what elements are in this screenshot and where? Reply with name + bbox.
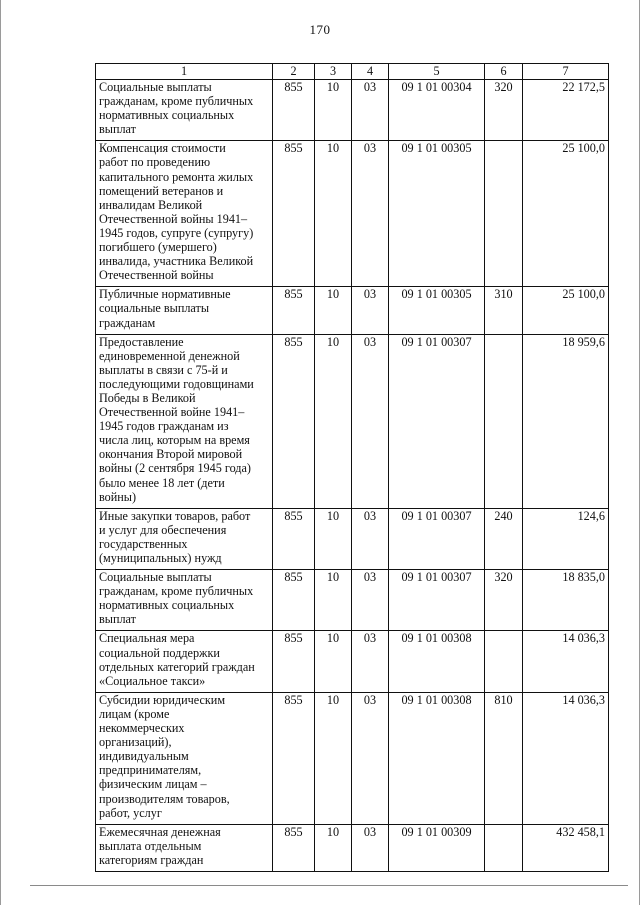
cell-subsection: 03: [352, 824, 389, 871]
table-body: [96, 80, 609, 872]
cell-section: 10: [315, 570, 352, 631]
header-col-4: 4: [352, 64, 389, 80]
cell-name-line: помещений ветеранов и: [99, 183, 224, 198]
cell-section: 10: [315, 692, 352, 824]
table-row: [96, 631, 609, 692]
cell-amount: 18 835,0: [523, 570, 609, 631]
table-row: [96, 334, 609, 508]
cell-name-line: войны): [99, 489, 137, 504]
cell-name-line: Победы в Великой: [99, 390, 196, 405]
cell-subsection: 03: [352, 631, 389, 692]
cell-amount: 124,6: [523, 508, 609, 569]
cell-name-line: Социальные выплаты: [99, 570, 212, 585]
cell-amount: 25 100,0: [523, 141, 609, 287]
cell-name: [96, 824, 273, 871]
cell-section: 10: [315, 80, 352, 141]
cell-name-line: 1945 годов, супруге (супругу): [99, 225, 254, 240]
cell-subsection: 03: [352, 334, 389, 508]
cell-name-line: последующими годовщинами: [99, 376, 254, 391]
cell-name-line: Субсидии юридическим: [99, 692, 226, 707]
cell-ministry-code: 855: [273, 631, 315, 692]
cell-expense-type: [485, 631, 523, 692]
cell-name: [96, 631, 273, 692]
cell-target-article: 09 1 01 00307: [389, 570, 485, 631]
header-col-6: 6: [485, 64, 523, 80]
cell-name: [96, 80, 273, 141]
cell-target-article: 09 1 01 00307: [389, 334, 485, 508]
cell-name-line: производителям товаров,: [99, 791, 230, 806]
cell-name: [96, 287, 273, 334]
cell-section: 10: [315, 508, 352, 569]
cell-name-line: социальной поддержки: [99, 645, 220, 660]
cell-ministry-code: 855: [273, 141, 315, 287]
cell-section: 10: [315, 631, 352, 692]
cell-name-line: инвалидам Великой: [99, 197, 203, 212]
cell-name-line: Предоставление: [99, 334, 184, 349]
cell-target-article: 09 1 01 00308: [389, 692, 485, 824]
cell-section: 10: [315, 141, 352, 287]
cell-name-line: инвалида, участника Великой: [99, 254, 254, 269]
page-number: 170: [309, 22, 331, 37]
cell-name-line: числа лиц, которым на время: [99, 433, 250, 448]
cell-subsection: 03: [352, 692, 389, 824]
cell-section: 10: [315, 334, 352, 508]
cell-name-line: войны (2 сентября 1945 года): [99, 461, 251, 476]
cell-ministry-code: 855: [273, 334, 315, 508]
cell-amount: 14 036,3: [523, 692, 609, 824]
cell-name: [96, 570, 273, 631]
header-col-3: 3: [315, 64, 352, 80]
cell-name-line: и услуг для обеспечения: [99, 522, 227, 537]
cell-ministry-code: 855: [273, 287, 315, 334]
cell-amount: 432 458,1: [523, 824, 609, 871]
cell-name-line: гражданам, кроме публичных: [99, 584, 254, 599]
cell-target-article: 09 1 01 00305: [389, 287, 485, 334]
table-row: [96, 508, 609, 569]
cell-target-article: 09 1 01 00305: [389, 141, 485, 287]
cell-name-line: Отечественной войны 1941–: [99, 211, 248, 226]
cell-name-line: нормативных социальных: [99, 598, 235, 613]
cell-name-line: отдельных категорий граждан: [99, 659, 255, 674]
cell-subsection: 03: [352, 570, 389, 631]
header-row: [96, 64, 609, 80]
table-row: [96, 141, 609, 287]
cell-name-line: «Социальное такси»: [99, 673, 206, 688]
cell-ministry-code: 855: [273, 692, 315, 824]
cell-name: [96, 141, 273, 287]
cell-name-line: работ по проведению: [99, 155, 211, 170]
cell-subsection: 03: [352, 141, 389, 287]
cell-name-line: единовременной денежной: [99, 348, 240, 363]
cell-expense-type: 310: [485, 287, 523, 334]
cell-name-line: выплат: [99, 122, 136, 137]
cell-target-article: 09 1 01 00307: [389, 508, 485, 569]
budget-table: [95, 63, 609, 872]
cell-name-line: физическим лицам –: [99, 777, 207, 792]
cell-subsection: 03: [352, 508, 389, 569]
cell-expense-type: [485, 141, 523, 287]
cell-amount: 18 959,6: [523, 334, 609, 508]
cell-subsection: 03: [352, 287, 389, 334]
cell-name-line: погибшего (умершего): [99, 240, 217, 255]
table-row: [96, 824, 609, 871]
cell-target-article: 09 1 01 00309: [389, 824, 485, 871]
cell-name-line: предпринимателям,: [99, 763, 202, 778]
cell-name-line: социальные выплаты: [99, 301, 210, 316]
cell-expense-type: 240: [485, 508, 523, 569]
cell-name-line: нормативных социальных: [99, 108, 235, 123]
table-row: [96, 80, 609, 141]
cell-name-line: было менее 18 лет (дети: [99, 475, 225, 490]
cell-name-line: гражданам, кроме публичных: [99, 94, 254, 109]
cell-subsection: 03: [352, 80, 389, 141]
cell-name-line: выплаты в связи с 75-й и: [99, 362, 228, 377]
cell-name: [96, 508, 273, 569]
cell-name-line: Отечественной войне 1941–: [99, 405, 245, 420]
cell-name-line: Ежемесячная денежная: [99, 824, 221, 839]
cell-name: [96, 334, 273, 508]
cell-ministry-code: 855: [273, 824, 315, 871]
cell-name-line: гражданам: [99, 315, 156, 330]
table-row: [96, 692, 609, 824]
cell-expense-type: 810: [485, 692, 523, 824]
cell-name-line: Иные закупки товаров, работ: [99, 508, 251, 523]
cell-expense-type: [485, 824, 523, 871]
cell-name-line: Компенсация стоимости: [99, 141, 226, 156]
cell-name-line: окончания Второй мировой: [99, 447, 243, 462]
cell-name-line: (муниципальных) нужд: [99, 551, 222, 565]
cell-name-line: категориям граждан: [99, 852, 204, 867]
table-row: [96, 570, 609, 631]
cell-name-line: выплата отдельным: [99, 838, 202, 853]
cell-name-line: выплат: [99, 612, 136, 627]
cell-section: 10: [315, 287, 352, 334]
cell-expense-type: 320: [485, 80, 523, 141]
cell-name-line: государственных: [99, 536, 188, 551]
cell-name-line: организаций),: [99, 735, 172, 750]
cell-target-article: 09 1 01 00308: [389, 631, 485, 692]
cell-name: [96, 692, 273, 824]
cell-name-line: Специальная мера: [99, 631, 195, 646]
cell-name-line: Публичные нормативные: [99, 287, 231, 302]
scan-artifact-line: [30, 885, 628, 886]
cell-name-line: 1945 годов гражданам из: [99, 419, 229, 434]
header-col-2: 2: [273, 64, 315, 80]
cell-section: 10: [315, 824, 352, 871]
cell-expense-type: [485, 334, 523, 508]
cell-amount: 14 036,3: [523, 631, 609, 692]
cell-amount: 22 172,5: [523, 80, 609, 141]
page-left-edge: [0, 0, 1, 905]
cell-name-line: Социальные выплаты: [99, 80, 212, 94]
cell-ministry-code: 855: [273, 570, 315, 631]
header-col-5: 5: [389, 64, 485, 80]
cell-ministry-code: 855: [273, 80, 315, 141]
cell-ministry-code: 855: [273, 508, 315, 569]
cell-name-line: некоммерческих: [99, 721, 185, 736]
cell-amount: 25 100,0: [523, 287, 609, 334]
cell-name-line: капитального ремонта жилых: [99, 169, 254, 184]
header-col-7: 7: [523, 64, 609, 80]
cell-target-article: 09 1 01 00304: [389, 80, 485, 141]
cell-name-line: Отечественной войны: [99, 268, 214, 283]
cell-name-line: работ, услуг: [99, 805, 162, 820]
cell-name-line: индивидуальным: [99, 749, 189, 764]
cell-name-line: лицам (кроме: [99, 706, 170, 721]
header-col-1: 1: [96, 64, 273, 80]
cell-expense-type: 320: [485, 570, 523, 631]
table-row: [96, 287, 609, 334]
